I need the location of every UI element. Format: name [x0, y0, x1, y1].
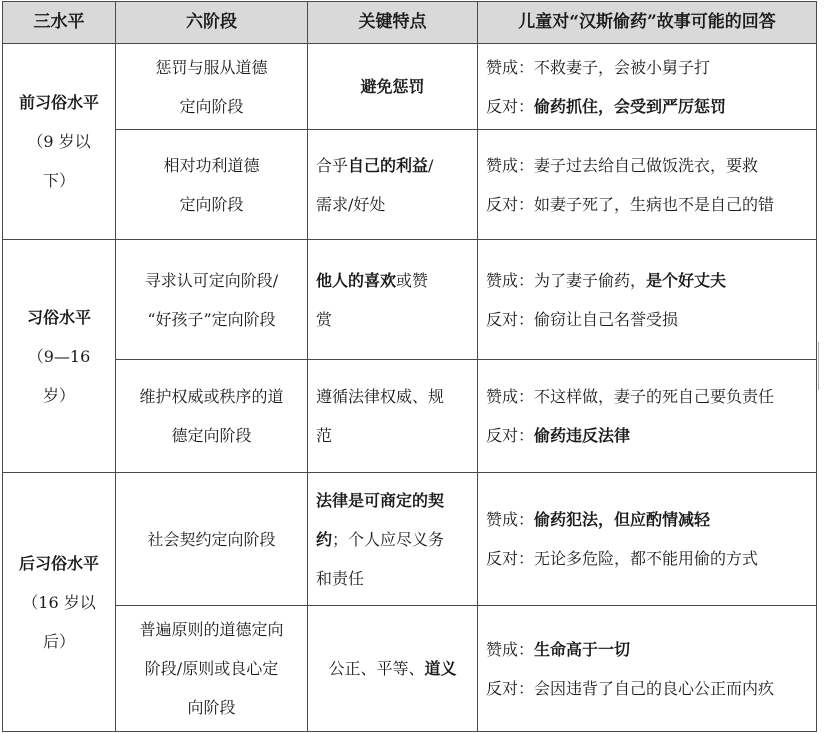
level-name: 习俗水平 — [26, 307, 91, 327]
feature-text: ；个人应尽义务 — [332, 529, 445, 549]
stage-cell — [116, 130, 308, 240]
agree-text: 是个好丈夫 — [646, 270, 727, 290]
level-cell — [3, 44, 116, 240]
oppose-line — [486, 185, 808, 224]
table-row — [3, 130, 817, 240]
answer-cell — [478, 240, 817, 360]
stage-line: 维护权威或秩序的道 — [139, 387, 284, 406]
oppose-text: 如妻子死了，生病也不是自己的错 — [534, 194, 775, 214]
oppose-text: 偷药违反法律 — [534, 426, 631, 445]
feature-cell — [308, 606, 478, 732]
feature-cell — [308, 130, 478, 240]
stage-line: 定向阶段 — [179, 194, 244, 214]
stage-line: 相对功利道德 — [163, 155, 260, 175]
level-cell — [3, 473, 116, 732]
agree-text: 妻子过去给自己做饭洗衣，要救 — [534, 155, 759, 175]
feature-text: 或赞 — [396, 270, 429, 290]
stage-line: 阶段/原则或良心定 — [144, 659, 279, 678]
level-age: （9—16 — [27, 346, 91, 366]
feature-text: 道义 — [424, 659, 457, 678]
feature-text: 法律是可商定的契 — [316, 490, 445, 510]
oppose-text: 偷药抓住，会受到严厉惩罚 — [534, 96, 727, 116]
agree-line — [486, 630, 808, 669]
oppose-line — [486, 539, 808, 578]
feature-text: 自己的利益 — [348, 155, 429, 175]
page-edge-marker — [818, 342, 825, 390]
feature-text: 需求/好处 — [316, 194, 386, 214]
table-row — [3, 44, 817, 130]
oppose-label: 反对： — [486, 194, 535, 214]
answer-cell — [478, 44, 817, 130]
level-age: 岁） — [42, 385, 75, 405]
oppose-line — [486, 87, 808, 126]
table-row — [3, 473, 817, 606]
feature-text: 范 — [316, 426, 333, 445]
feature-cell — [308, 473, 478, 606]
stage-cell — [116, 44, 308, 130]
agree-line — [486, 146, 808, 185]
answer-cell — [478, 130, 817, 240]
answer-cell — [478, 360, 817, 473]
feature-cell — [308, 360, 478, 473]
stage-cell — [116, 240, 308, 360]
agree-line — [486, 261, 808, 300]
stage-cell — [116, 473, 308, 606]
table-row — [3, 240, 817, 360]
feature-text: 和责任 — [316, 568, 365, 588]
agree-line — [486, 500, 808, 539]
oppose-label: 反对： — [486, 309, 535, 329]
oppose-text: 偷窃让自己名誉受损 — [534, 309, 679, 329]
level-age: （9 岁以 — [27, 132, 91, 151]
feature-text: 避免惩罚 — [360, 77, 425, 96]
agree-label: 赞成： — [486, 387, 535, 406]
feature-text: 他人的喜欢 — [316, 270, 397, 290]
feature-text: 公正、平等、 — [328, 659, 425, 678]
feature-text: 赏 — [316, 309, 333, 329]
stage-line: 定向阶段 — [179, 96, 244, 116]
agree-label: 赞成： — [486, 510, 535, 529]
oppose-text: 无论多危险，都不能用偷的方式 — [534, 549, 759, 568]
level-age: （16 岁以 — [22, 592, 96, 612]
stage-line: 普遍原则的道德定向 — [139, 620, 284, 639]
oppose-label: 反对： — [486, 96, 535, 116]
stage-line: 向阶段 — [187, 698, 236, 717]
agree-text: 不救妻子，会被小舅子打 — [534, 57, 711, 77]
agree-text: 生命高于一切 — [534, 639, 631, 659]
agree-text: 偷药犯法，但应酌情减轻 — [534, 510, 711, 529]
oppose-label: 反对： — [486, 549, 535, 568]
answer-cell — [478, 606, 817, 732]
agree-line — [486, 377, 808, 416]
oppose-line — [486, 416, 808, 455]
table-row — [3, 360, 817, 473]
level-age: 后） — [42, 631, 75, 651]
agree-label: 赞成： — [486, 155, 535, 175]
level-name: 后习俗水平 — [18, 553, 99, 573]
feature-text: 合乎 — [316, 155, 349, 175]
oppose-line — [486, 669, 808, 708]
kohlberg-stages-table — [2, 1, 817, 732]
stage-line: 德定向阶段 — [171, 426, 252, 445]
agree-label: 赞成： — [486, 57, 535, 77]
stage-cell — [116, 360, 308, 473]
stage-line: 寻求认可定向阶段/ — [144, 270, 279, 290]
feature-text: 约 — [316, 529, 333, 549]
answer-cell — [478, 473, 817, 606]
agree-text: 为了妻子偷药， — [534, 270, 647, 290]
header-level: 三水平 — [3, 2, 116, 44]
level-cell — [3, 240, 116, 473]
level-age: 下） — [42, 171, 75, 190]
header-feature: 关键特点 — [308, 2, 478, 44]
feature-text: 遵循法律权威、规 — [316, 387, 445, 406]
table-row — [3, 606, 817, 732]
feature-text: / — [428, 155, 434, 175]
header-stage: 六阶段 — [116, 2, 308, 44]
agree-text: 不这样做，妻子的死自己要负责任 — [534, 387, 775, 406]
stage-line: “好孩子”定向阶段 — [147, 309, 276, 329]
stage-line: 惩罚与服从道德 — [155, 57, 268, 77]
stage-line: 社会契约定向阶段 — [147, 529, 276, 549]
level-name: 前习俗水平 — [18, 93, 99, 112]
agree-line — [486, 48, 808, 87]
agree-label: 赞成： — [486, 270, 535, 290]
oppose-text: 会因违背了自己的良心公正而内疚 — [534, 678, 775, 698]
stage-cell — [116, 606, 308, 732]
feature-cell — [308, 240, 478, 360]
oppose-label: 反对： — [486, 426, 535, 445]
oppose-line — [486, 300, 808, 339]
oppose-label: 反对： — [486, 678, 535, 698]
feature-cell — [308, 44, 478, 130]
header-answer: 儿童对“汉斯偷药”故事可能的回答 — [478, 2, 817, 44]
header-row — [3, 2, 817, 44]
agree-label: 赞成： — [486, 639, 535, 659]
